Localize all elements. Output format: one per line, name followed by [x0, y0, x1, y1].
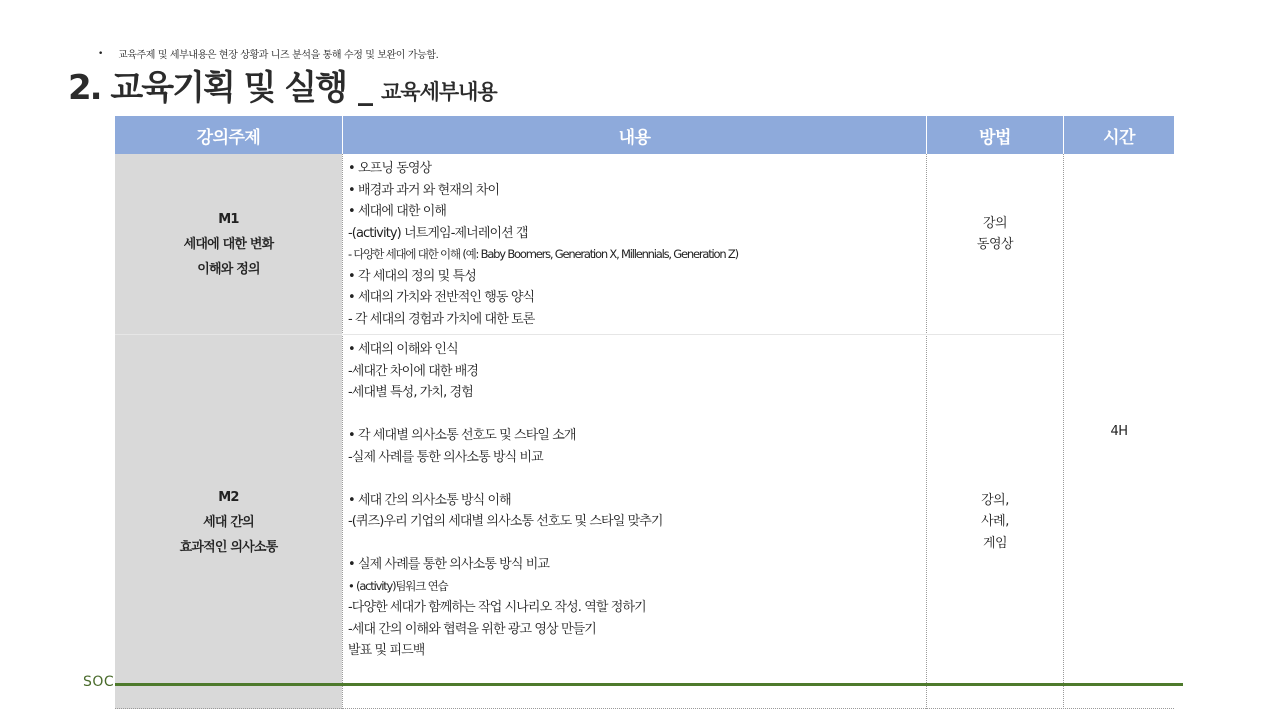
content-line: -(activity) 너트게임-제너레이션 갭 [348, 225, 528, 241]
page-title [68, 60, 497, 109]
content-line: -세대별 특성, 가치, 경험 [348, 385, 473, 400]
divider [342, 154, 343, 709]
divider [1063, 154, 1064, 709]
footer-brand: SOC [83, 674, 115, 690]
header-method: 방법 [927, 116, 1063, 154]
header-content: 내용 [343, 116, 926, 154]
content-line: • 세대에 대한 이해 [348, 204, 447, 219]
content-line [348, 404, 926, 426]
content-line: • 오프닝 동영상 [348, 161, 432, 176]
divider [115, 708, 1174, 709]
row-m1-topic-code: M1 [218, 211, 239, 227]
note-text: 교육주제 및 세부내용은 현장 상황과 니즈 분석을 통해 수정 및 보완이 가능함. [118, 50, 439, 61]
note-bullet: • [98, 48, 103, 59]
content-line: -(퀴즈)우리 기업의 세대별 의사소통 선호도 및 스타일 맞추기 [348, 514, 663, 529]
content-line [348, 533, 926, 555]
row-m1-topic [115, 154, 342, 334]
title-sub: 교육세부내용 [381, 80, 497, 104]
content-line: • 각 세대별 의사소통 선호도 및 스타일 소개 [348, 428, 576, 443]
curriculum-table [115, 116, 1174, 709]
content-line: • 각 세대의 정의 및 특성 [348, 268, 476, 284]
row-m1-topic-line1: 세대에 대한 변화 [183, 236, 274, 252]
divider [115, 334, 1063, 335]
row-m1-method-line1: 강의 [982, 215, 1008, 231]
row-m2-method-line3: 게임 [982, 535, 1008, 551]
row-m1-method [927, 154, 1063, 314]
content-line: • 세대 간의 의사소통 방식 이해 [348, 492, 511, 508]
header-time: 시간 [1064, 116, 1174, 154]
title-separator: _ [358, 72, 373, 107]
row-m2-method-line2: 사례, [981, 514, 1009, 530]
title-main: 2. 교육기획 및 실행 [68, 68, 346, 108]
content-line: -실제 사례를 통한 의사소통 방식 비교 [348, 449, 543, 465]
note [98, 46, 438, 61]
divider [926, 154, 927, 709]
row-m2-method-line1: 강의, [981, 492, 1009, 508]
row-m1-method-line2: 동영상 [976, 237, 1014, 252]
row-m2-topic [115, 335, 342, 709]
content-line: 발표 및 피드백 [348, 643, 425, 658]
content-line: -세대간 차이에 대한 배경 [348, 363, 479, 379]
row-m2-content [343, 335, 926, 709]
row-m2-topic-line2: 효과적인 의사소통 [179, 539, 278, 555]
content-line: -세대 간의 이해와 협력을 위한 광고 영상 만들기 [348, 621, 596, 637]
row-m2-method [927, 335, 1063, 709]
row-m2-topic-line1: 세대 간의 [203, 514, 254, 530]
content-line: • (activity)팀워크 연습 [348, 578, 448, 593]
content-line [348, 468, 926, 490]
row-m1-content [343, 154, 926, 334]
content-line: • 세대의 이해와 인식 [348, 342, 458, 357]
content-line: • 배경과 과거 와 현재의 차이 [348, 182, 500, 198]
content-line: • 세대의 가치와 전반적인 행동 양식 [348, 290, 535, 305]
content-line: • 실제 사례를 통한 의사소통 방식 비교 [348, 557, 550, 572]
time-cell: 4H [1064, 154, 1174, 709]
footer-line [115, 683, 1183, 686]
header-topic: 강의주제 [115, 116, 342, 154]
row-m1-topic-line2: 이해와 정의 [197, 261, 260, 277]
content-line: -다양한 세대가 함께하는 작업 시나리오 작성. 역할 정하기 [348, 600, 646, 615]
content-line: - 각 세대의 경험과 가치에 대한 토론 [348, 311, 535, 327]
row-m2-topic-code: M2 [218, 489, 239, 505]
content-line: - 다양한 세대에 대한 이해 (예: Baby Boomers, Generation X, Millennials, Generation Z) [348, 247, 738, 261]
